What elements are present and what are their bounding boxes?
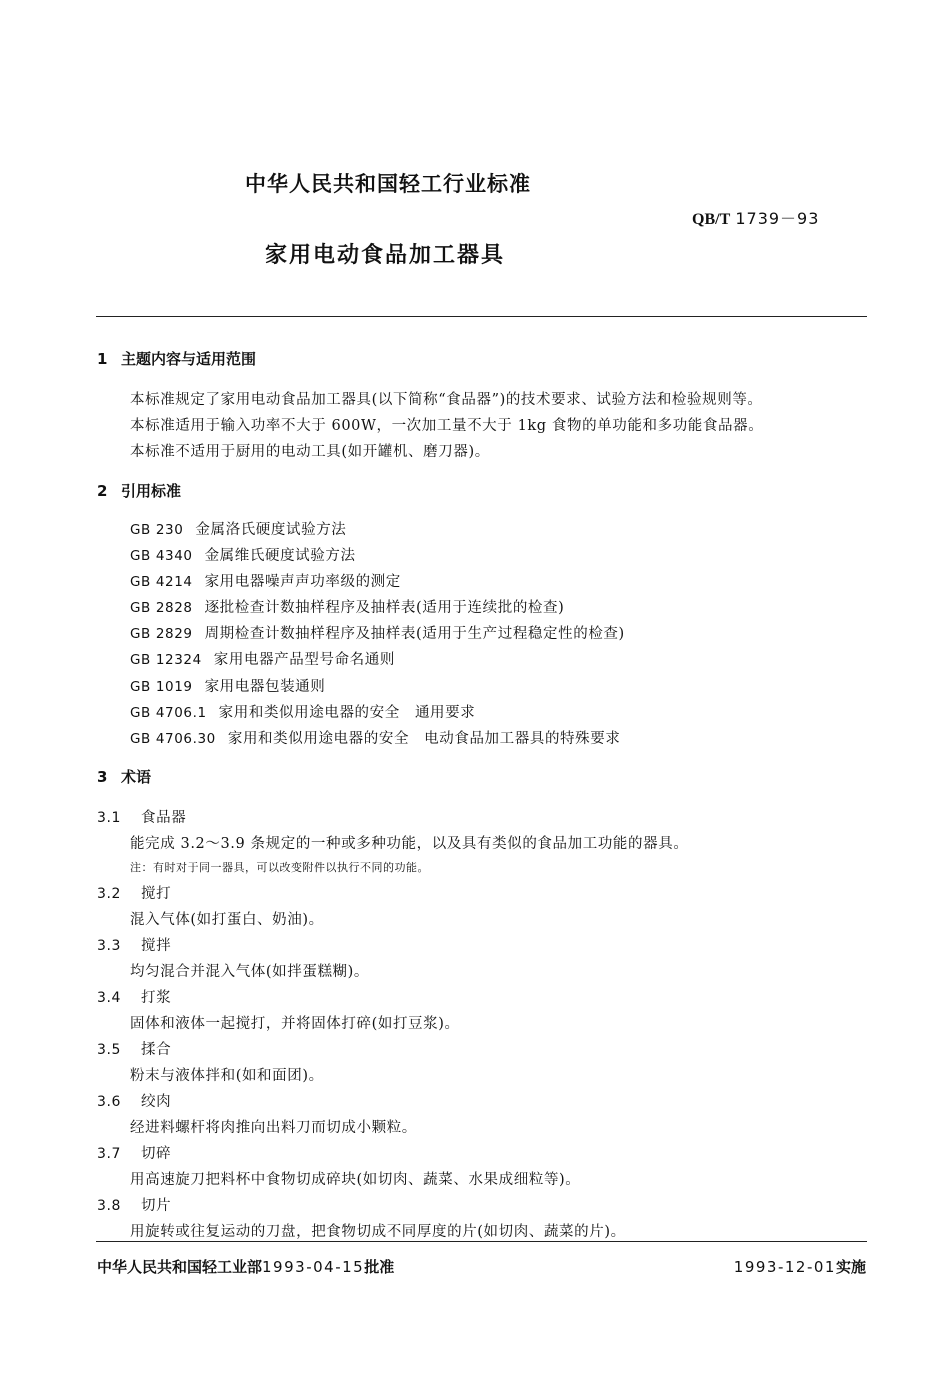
term-heading: 3.7 切碎 xyxy=(97,1146,172,1162)
term-heading: 3.6 绞肉 xyxy=(97,1094,172,1110)
reference-item: GB 1019 家用电器包装通则 xyxy=(130,679,326,695)
reference-item: GB 4214 家用电器噪声声功率级的测定 xyxy=(130,574,401,590)
standard-code xyxy=(692,206,819,229)
approval-line: 中华人民共和国轻工业部1993-04-15批准 xyxy=(97,1258,395,1276)
section-3-heading: 3 术语 xyxy=(97,768,152,786)
term-heading: 3.8 切片 xyxy=(97,1198,172,1214)
term-heading: 3.1 食品器 xyxy=(97,810,187,826)
reference-item: GB 2828 逐批检查计数抽样程序及抽样表(适用于连续批的检查) xyxy=(130,600,565,616)
term-note: 注：有时对于同一器具，可以改变附件以执行不同的功能。 xyxy=(130,861,429,874)
term-definition: 经进料螺杆将肉推向出料刀而切成小颗粒。 xyxy=(130,1120,417,1136)
term-definition: 能完成 3.2～3.9 条规定的一种或多种功能，以及具有类似的食品加工功能的器具。 xyxy=(130,836,689,852)
section-1-paragraph: 本标准不适用于厨用的电动工具(如开罐机、磨刀器)。 xyxy=(130,444,490,460)
term-heading: 3.4 打浆 xyxy=(97,990,172,1006)
footer-divider xyxy=(96,1241,867,1242)
code-number: 1739－93 xyxy=(735,209,820,228)
reference-item: GB 12324 家用电器产品型号命名通则 xyxy=(130,652,395,668)
reference-item: GB 4706.30 家用和类似用途电器的安全 电动食品加工器具的特殊要求 xyxy=(130,731,621,747)
term-heading: 3.2 搅打 xyxy=(97,886,172,902)
term-definition: 用旋转或往复运动的刀盘，把食物切成不同厚度的片(如切肉、蔬菜的片)。 xyxy=(130,1224,626,1240)
code-prefix: QB/T xyxy=(692,211,731,228)
term-definition: 固体和液体一起搅打，并将固体打碎(如打豆浆)。 xyxy=(130,1016,460,1032)
term-heading: 3.3 搅拌 xyxy=(97,938,172,954)
term-definition: 混入气体(如打蛋白、奶油)。 xyxy=(130,912,324,928)
effective-line: 1993-12-01实施 xyxy=(733,1258,866,1276)
reference-item: GB 230 金属洛氏硬度试验方法 xyxy=(130,522,347,538)
header-divider xyxy=(96,316,867,317)
document-title: 家用电动食品加工器具 xyxy=(265,243,506,268)
section-1-paragraph: 本标准规定了家用电动食品加工器具(以下简称“食品器”)的技术要求、试验方法和检验规则等。 xyxy=(130,392,763,408)
term-definition: 粉末与液体拌和(如和面团)。 xyxy=(130,1068,324,1084)
section-1-heading: 1 主题内容与适用范围 xyxy=(97,350,257,368)
issuer-heading: 中华人民共和国轻工行业标准 xyxy=(245,172,531,196)
term-definition: 均匀混合并混入气体(如拌蛋糕糊)。 xyxy=(130,964,370,980)
term-definition: 用高速旋刀把料杯中食物切成碎块(如切肉、蔬菜、水果成细粒等)。 xyxy=(130,1172,581,1188)
section-1-paragraph: 本标准适用于输入功率不大于 600W，一次加工量不大于 1kg 食物的单功能和多功能食品器。 xyxy=(130,418,764,434)
section-2-heading: 2 引用标准 xyxy=(97,482,182,500)
reference-item: GB 4706.1 家用和类似用途电器的安全 通用要求 xyxy=(130,705,476,721)
reference-item: GB 2829 周期检查计数抽样程序及抽样表(适用于生产过程稳定性的检查) xyxy=(130,626,625,642)
term-heading: 3.5 揉合 xyxy=(97,1042,172,1058)
reference-item: GB 4340 金属维氏硬度试验方法 xyxy=(130,548,356,564)
